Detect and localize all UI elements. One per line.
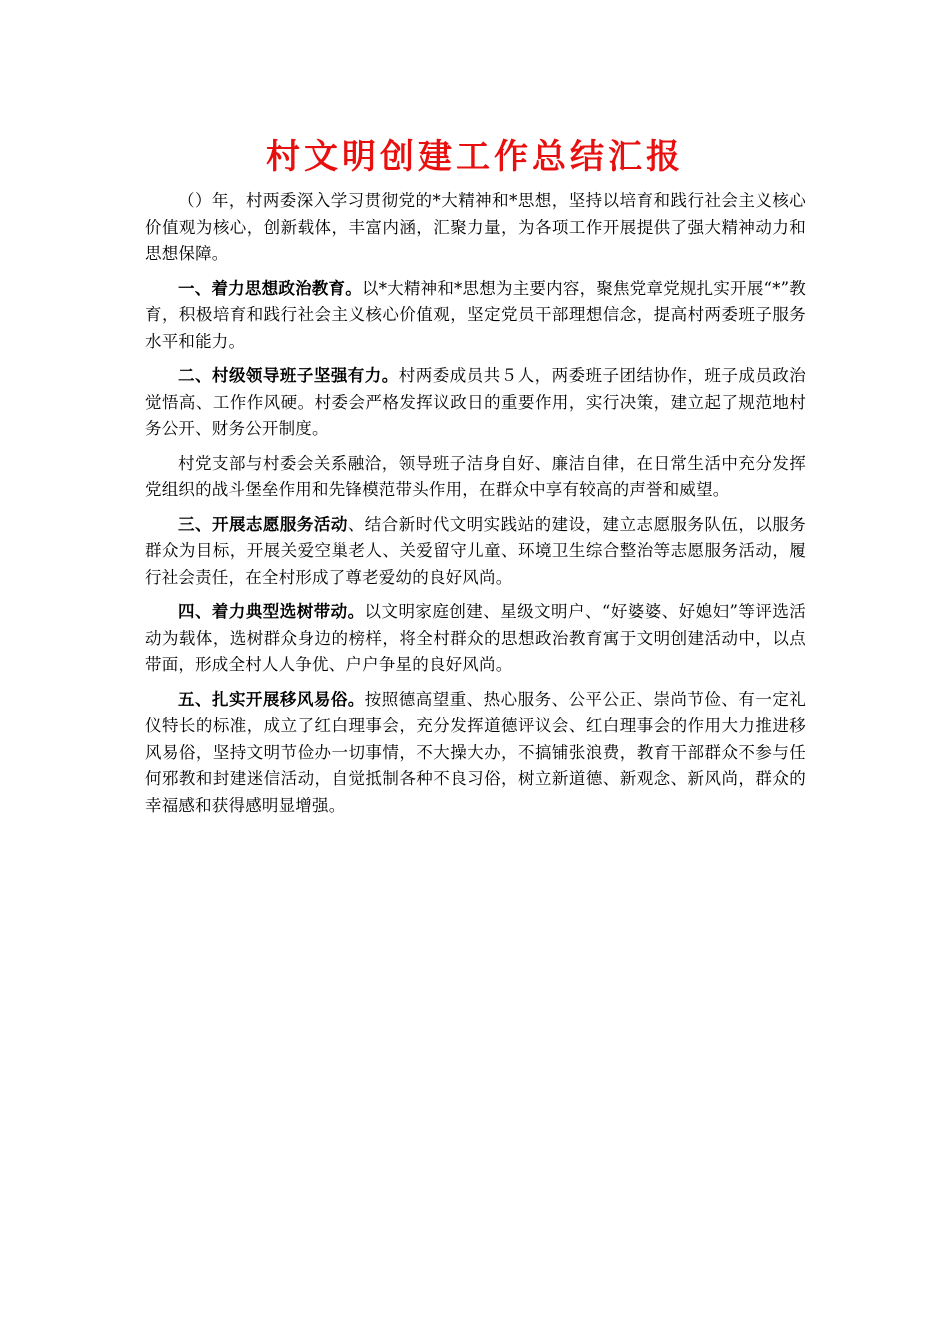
section-heading: 四、着力典型选树带动。 — [178, 602, 365, 621]
paragraph-text: 按照德高望重、热心服务、公平公正、崇尚节俭、有一定礼仪特长的标准，成立了红白理事会，充分发挥道德评议会、红白理事会的作用大力推进移风易俗，坚持文明节俭办一切事情，不大操大办，不搞铺张浪费，教育干部群众不参与任何邪教和封建迷信活动，自觉抵制各种不良习俗，树立新道德、新观念、新风尚，群众的幸福感和获得感明显增强。 — [145, 689, 807, 815]
paragraph-section-2 — [145, 363, 806, 443]
paragraph-text: 村党支部与村委会关系融洽，领导班子洁身自好、廉洁自律，在日常生活中充分发挥党组织的战斗堡垒作用和先锋模范带头作用，在群众中享有较高的声誉和威望。 — [145, 453, 806, 499]
paragraph-section-1 — [145, 276, 806, 356]
section-heading: 五、扎实开展移风易俗。 — [178, 689, 365, 709]
paragraph-section-4 — [145, 599, 806, 679]
paragraph-text: 以文明家庭创建、星级文明户、“好婆婆、好媳妇”等评选活动为载体，选树群众身边的榜样，将全村群众的思想政治教育寓于文明创建活动中，以点带面，形成全村人人争优、户户争星的良好风尚。 — [145, 602, 806, 674]
paragraph-section-5 — [145, 687, 806, 820]
paragraph-intro — [145, 188, 806, 268]
paragraph-text: （）年，村两委深入学习贯彻党的*大精神和*思想，坚持以培育和践行社会主义核心价值观为核心，创新载体，丰富内涵，汇聚力量，为各项工作开展提供了强大精神动力和思想保障。 — [145, 191, 806, 263]
paragraph-section-3 — [145, 512, 806, 592]
document-title: 村文明创建工作总结汇报 — [266, 137, 684, 177]
section-heading: 一、着力思想政治教育。 — [178, 278, 362, 298]
paragraph-section-2-continued — [145, 451, 806, 504]
paragraph-text: 、结合新时代文明实践站的建设，建立志愿服务队伍，以服务群众为目标，开展关爱空巢老人、关爱留守儿童、环境卫生综合整治等志愿服务活动，履行社会责任，在全村形成了尊老爱幼的良好风尚。 — [145, 514, 807, 587]
section-heading: 三、开展志愿服务活动 — [178, 514, 348, 534]
section-heading: 二、村级领导班子坚强有力。 — [178, 366, 399, 385]
document-body — [145, 188, 806, 827]
paragraph-text: 以*大精神和*思想为主要内容，聚焦党章党规扎实开展“*”教育，积极培育和践行社会主义核心价值观，坚定党员干部理想信念，提高村两委班子服务水平和能力。 — [145, 278, 807, 351]
paragraph-text: 村两委成员共５人，两委班子团结协作，班子成员政治觉悟高、工作作风硬。村委会严格发挥议政日的重要作用，实行决策，建立起了规范地村务公开、财务公开制度。 — [145, 366, 806, 438]
